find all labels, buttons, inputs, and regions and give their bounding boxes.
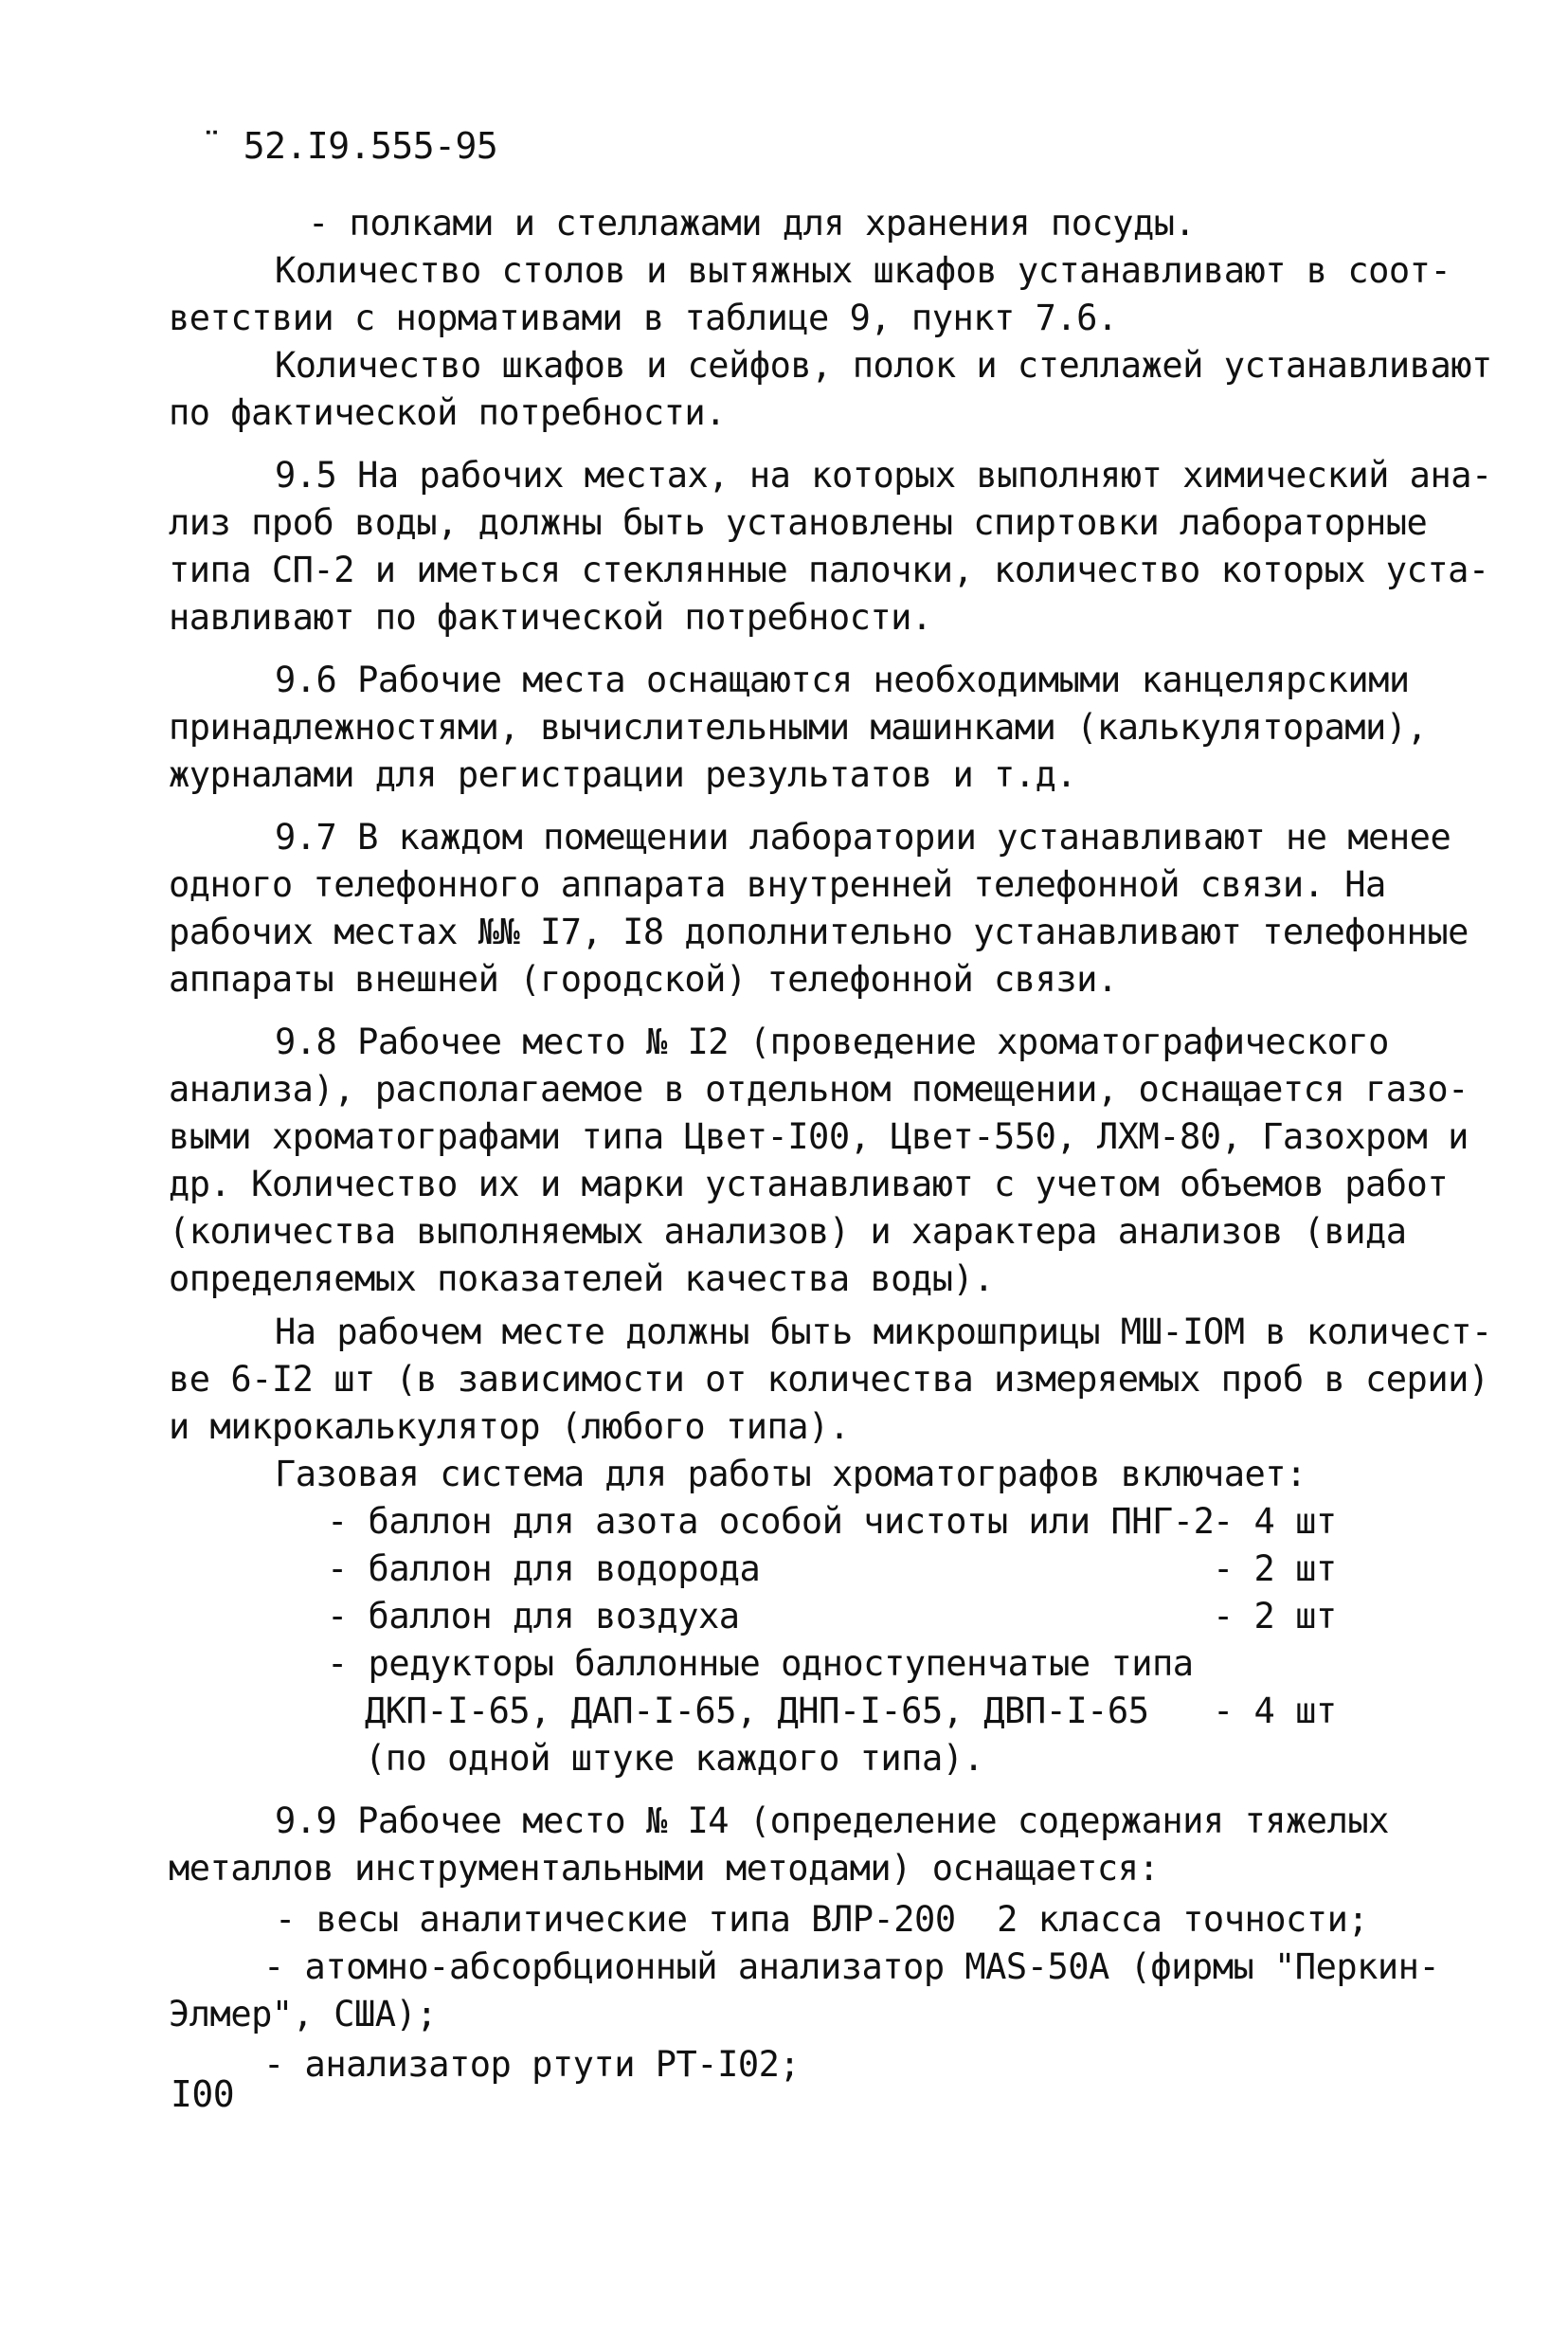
text-line: навливают по фактической потребности.: [169, 597, 932, 638]
gas-system-item: - редукторы баллонные одноступенчатые типа: [327, 1643, 1194, 1684]
gas-system-qty: - 4 шт: [1213, 1501, 1337, 1542]
text-line: определяемых показателей качества воды).: [169, 1258, 995, 1299]
text-line: Количество столов и вытяжных шкафов устанавливают в соот-: [275, 250, 1451, 291]
text-line: Элмер", США);: [169, 1994, 438, 2035]
text-line: др. Количество их и марки устанавливают с учетом объемов работ: [169, 1164, 1449, 1204]
text-line: журналами для регистрации результатов и т.д.: [169, 754, 1077, 795]
gas-system-item: - баллон для азота особой чистоты или ПНГ-2: [327, 1501, 1215, 1542]
text-line: типа СП-2 и иметься стеклянные палочки, количество которых уста-: [169, 550, 1489, 590]
gas-system-item: ДКП-I-65, ДАП-I-65, ДНП-I-65, ДВП-I-65: [365, 1691, 1149, 1731]
text-line: - весы аналитические типа ВЛР-200 2 класса точности;: [275, 1899, 1369, 1940]
gas-system-item: - баллон для водорода: [327, 1548, 761, 1589]
text-line: - анализатор ртути РТ-I02;: [263, 2044, 801, 2085]
text-line: принадлежностями, вычислительными машинками (калькуляторами),: [169, 707, 1428, 748]
gas-system-qty: - 2 шт: [1213, 1548, 1337, 1589]
text-line: 9.7 В каждом помещении лаборатории устанавливают не менее: [275, 817, 1451, 858]
text-line: выми хроматографами типа Цвет-I00, Цвет-550, ЛХМ-80, Газохром и: [169, 1116, 1469, 1157]
text-line: ветствии с нормативами в таблице 9, пункт 7.6.: [169, 298, 1118, 338]
text-line: 9.6 Рабочие места оснащаются необходимыми канцелярскими: [275, 660, 1410, 700]
text-line: - атомно-абсорбционный анализатор MAS-50A (фирмы "Перкин-: [263, 1946, 1440, 1987]
text-line: металлов инструментальными методами) оснащается:: [169, 1848, 1160, 1889]
text-line: аппараты внешней (городской) телефонной связи.: [169, 959, 1118, 1000]
text-line: 9.5 На рабочих местах, на которых выполняют химический ана-: [275, 455, 1492, 496]
text-line: и микрокалькулятор (любого типа).: [169, 1406, 850, 1447]
gas-system-qty: - 4 шт: [1213, 1691, 1337, 1731]
text-line: (количества выполняемых анализов) и характера анализов (вида: [169, 1211, 1407, 1252]
text-line: Количество шкафов и сейфов, полок и стеллажей устанавливают: [275, 345, 1492, 386]
text-line: по фактической потребности.: [169, 392, 726, 433]
text-line: 9.9 Рабочее место № I4 (определение содержания тяжелых: [275, 1800, 1389, 1841]
gas-system-item: (по одной штуке каждого типа).: [365, 1738, 984, 1779]
gas-system-item: - баллон для воздуха: [327, 1596, 740, 1637]
text-line: Газовая система для работы хроматографов включает:: [275, 1454, 1307, 1494]
text-line: рабочих местах №№ I7, I8 дополнительно устанавливают телефонные: [169, 912, 1469, 952]
document-code: ¨ 52.I9.555-95: [201, 125, 498, 167]
gas-system-qty: - 2 шт: [1213, 1596, 1337, 1637]
text-line: анализа), располагаемое в отдельном помещении, оснащается газо-: [169, 1069, 1469, 1110]
text-line: лиз проб воды, должны быть установлены спиртовки лабораторные: [169, 502, 1428, 543]
page-number: I00: [171, 2073, 235, 2115]
text-line: - полками и стеллажами для хранения посуды.: [308, 203, 1196, 244]
text-line: ве 6-I2 шт (в зависимости от количества измеряемых проб в серии): [169, 1359, 1489, 1400]
text-line: 9.8 Рабочее место № I2 (проведение хроматографического: [275, 1022, 1389, 1062]
text-line: одного телефонного аппарата внутренней телефонной связи. На: [169, 864, 1386, 905]
text-line: На рабочем месте должны быть микрошприцы МШ-IOM в количест-: [275, 1311, 1492, 1352]
